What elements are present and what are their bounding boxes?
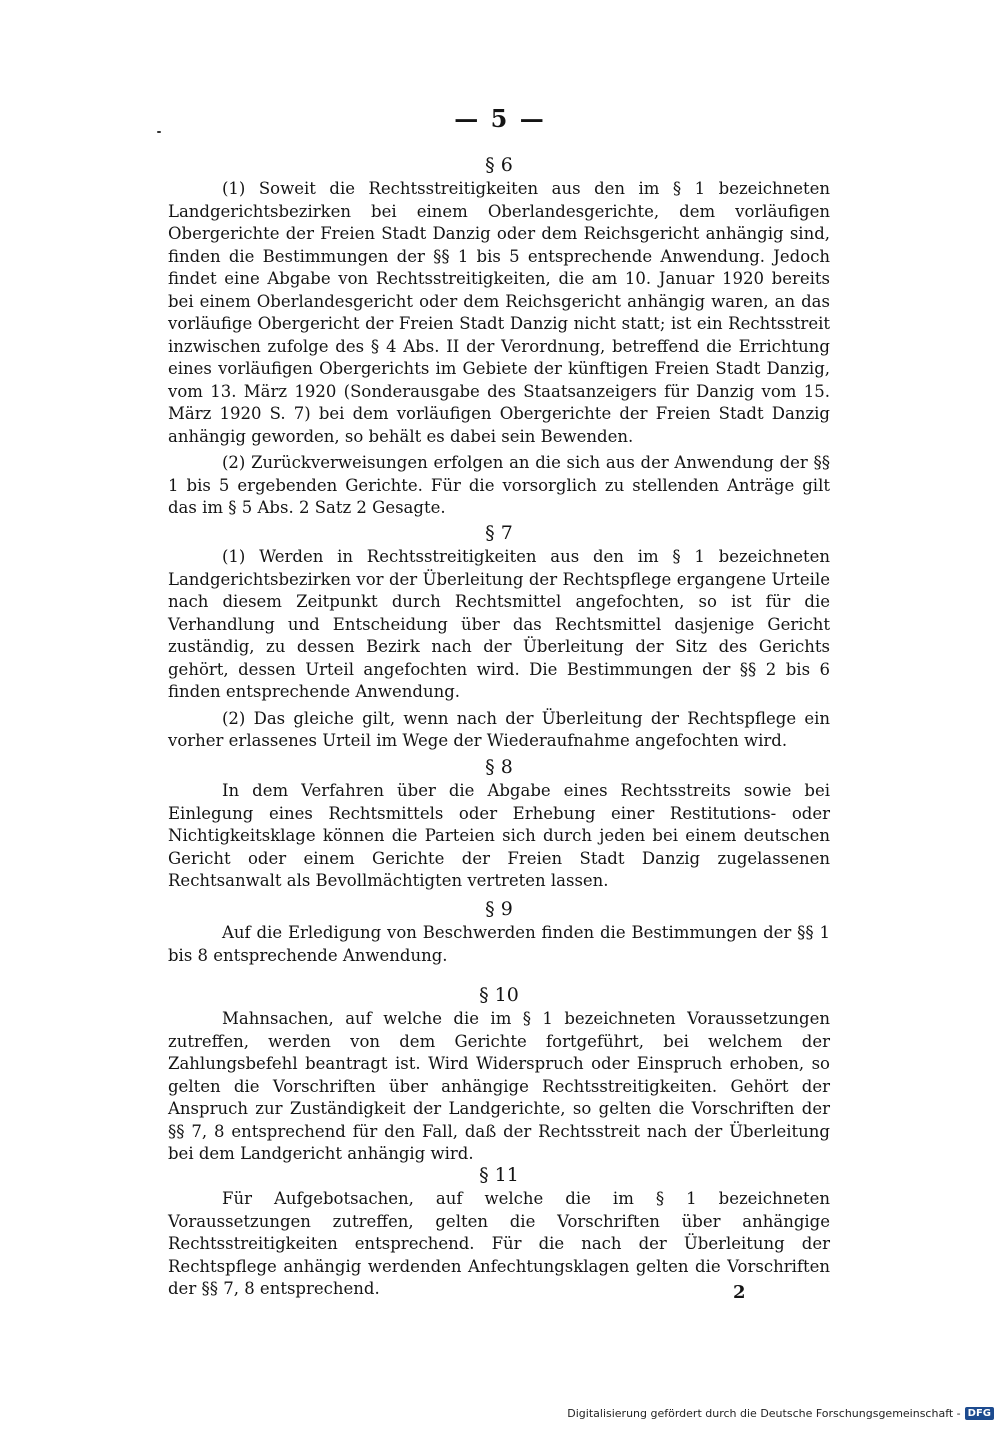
paragraph: Auf die Erledigung von Beschwerden finden die Bestimmungen der §§ 1 bis 8 entsprechende Anwendung. — [168, 923, 830, 965]
section-8 — [168, 754, 830, 893]
footer-text: Digitalisierung gefördert durch die Deutsche Forschungsgemeinschaft - — [567, 1407, 961, 1420]
paragraph: (1) Werden in Rechtsstreitigkeiten aus den im § 1 bezeichneten Landgerichtsbezirken vor der Überleitung der Rechtspflege ergangene Urteile nach diesem Zeitpunkt durch Rechtsmittel angefochten, so ist für die Verhandlung und Entscheidung über das Rechtsmittel dasjenige Gericht zuständig, zu dessen Bezirk nach der Überleitung der Sitz des Gerichts gehört, dessen Urteil angefochten wird. Die Bestimmungen der §§ 2 bis 6 finden entsprechende Anwendung. — [168, 547, 830, 701]
section-heading: § 9 — [485, 898, 513, 920]
section-heading: § 6 — [485, 154, 513, 176]
section-10 — [168, 982, 830, 1166]
section-11 — [168, 1162, 830, 1301]
section-7 — [168, 520, 830, 753]
paragraph: In dem Verfahren über die Abgabe eines Rechtsstreits sowie bei Einlegung eines Rechtsmittels oder Erhebung einer Restitutions- oder Nichtigkeitsklage können die Parteien sich durch jeden bei einem deutschen Gericht oder einem Gerichte der Freien Stadt Danzig zugelassenen Rechtsanwalt als Bevollmächtigten vertreten lassen. — [168, 781, 830, 890]
section-heading: § 8 — [485, 756, 513, 778]
section-heading: § 10 — [479, 984, 519, 1006]
section-heading: § 11 — [479, 1164, 519, 1186]
page-number: — 5 — — [454, 104, 546, 133]
paragraph: (1) Soweit die Rechtsstreitigkeiten aus den im § 1 bezeichneten Landgerichtsbezirken bei einem Oberlandesgerichte, dem vorläufigen Obergerichte der Freien Stadt Danzig oder dem Reichsgericht anhängig sind, finden die Bestimmungen der §§ 1 bis 5 entsprechende Anwendung. Jedoch findet eine Abgabe von Rechtsstreitigkeiten, die am 10. Januar 1920 bereits bei einem Oberlandesgericht oder dem Reichsgericht anhängig waren, an das vorläufige Obergericht der Freien Stadt Danzig nicht statt; ist ein Rechtsstreit inzwischen zufolge des § 4 Abs. II der Verordnung, betreffend die Errichtung eines vorläufigen Obergerichts im Gebiete der künftigen Freien Stadt Danzig, vom 13. März 1920 (Sonderausgabe des Staatsanzeigers für Danzig vom 15. März 1920 S. 7) bei dem vorläufigen Obergerichte der Freien Stadt Danzig anhängig geworden, so behält es dabei sein Bewenden. — [168, 179, 830, 446]
section-heading: § 7 — [485, 522, 513, 544]
paragraph: (2) Das gleiche gilt, wenn nach der Überleitung der Rechtspflege ein vorher erlassenes Urteil im Wege der Wiederaufnahme angefochten wird. — [168, 708, 830, 750]
dfg-logo-icon: DFG — [965, 1407, 994, 1420]
paragraph: Mahnsachen, auf welche die im § 1 bezeichneten Voraussetzungen zutreffen, werden von dem Gerichte fortgeführt, bei welchem der Zahlungsbefehl beantragt ist. Wird Widerspruch oder Einspruch erhoben, so gelten die Vorschriften über anhängige Rechtsstreitigkeiten. Gehört der Anspruch zur Zuständigkeit der Landgerichte, so gelten die Vorschriften der §§ 7, 8 entsprechend für den Fall, daß der Rechtsstreit nach der Überleitung bei dem Landgericht anhängig wird. — [168, 1009, 830, 1163]
section-9 — [168, 896, 830, 967]
paragraph: Für Aufgebotsachen, auf welche die im § 1 bezeichneten Voraussetzungen zutreffen, gelten die Vorschriften über anhängige Rechtsstreitigkeiten entsprechend. Für die nach der Überleitung der Rechtspflege anhängig werdenden Anfechtungsklagen gelten die Vorschriften der §§ 7, 8 entsprechend. — [168, 1189, 830, 1298]
sheet-signature-mark: 2 — [733, 1282, 746, 1303]
digitization-footer — [567, 1407, 994, 1420]
paragraph: (2) Zurückverweisungen erfolgen an die sich aus der Anwendung der §§ 1 bis 5 ergebenden Gerichte. Für die vorsorglich zu stellenden Anträge gilt das im § 5 Abs. 2 Satz 2 Gesagte. — [168, 453, 830, 517]
section-6 — [168, 152, 830, 520]
